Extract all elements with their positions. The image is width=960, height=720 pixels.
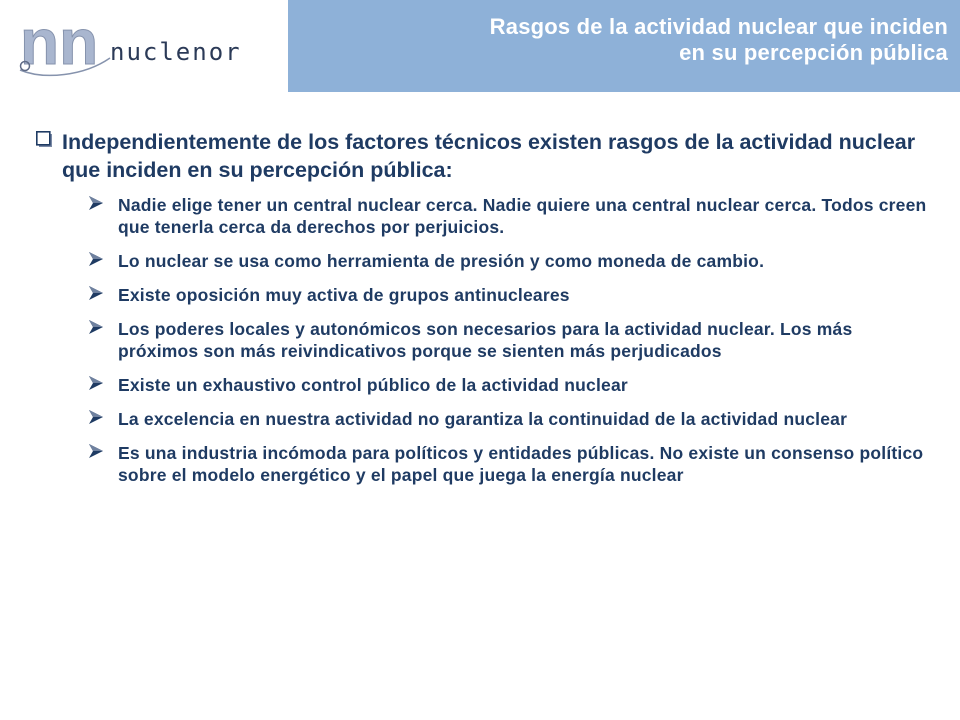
arrowhead-bullet-icon [88, 285, 104, 301]
sub-bullet-text: Nadie elige tener un central nuclear cerca. Nadie quiere una central nuclear cerca. Todos creen que tenerla cerca da derechos por perjuicios. [118, 195, 927, 237]
arrowhead-bullet-icon [88, 443, 104, 459]
arrowhead-bullet-icon [88, 375, 104, 391]
slide-content [34, 128, 934, 498]
slide-title-line-2: en su percepción pública [679, 40, 948, 65]
title-banner [288, 0, 960, 92]
logo-wordmark: nuclenor [110, 38, 242, 66]
sub-bullet-list [34, 194, 934, 486]
arrowhead-bullet-icon [88, 409, 104, 425]
nuclenor-logo-graphic [14, 10, 264, 82]
sub-bullet-text: La excelencia en nuestra actividad no garantiza la continuidad de la actividad nuclear [118, 409, 848, 429]
main-bullet-text: Independientemente de los factores técnicos existen rasgos de la actividad nuclear que inciden en su percepción pública: [62, 130, 916, 182]
sub-bullet-item [34, 284, 934, 306]
nuclenor-logo [14, 10, 264, 82]
sub-bullet-text: Los poderes locales y autonómicos son necesarios para la actividad nuclear. Los más próximos son más reivindicativos porque se sienten más perjudicados [118, 319, 853, 361]
sub-bullet-item [34, 374, 934, 396]
main-bullet [34, 128, 934, 184]
sub-bullet-text: Existe un exhaustivo control público de la actividad nuclear [118, 375, 628, 395]
sub-bullet-item [34, 442, 934, 486]
arrowhead-bullet-icon [88, 319, 104, 335]
sub-bullet-text: Lo nuclear se usa como herramienta de presión y como moneda de cambio. [118, 251, 765, 271]
sub-bullet-text: Existe oposición muy activa de grupos antinucleares [118, 285, 570, 305]
square-bullet-icon [36, 131, 53, 148]
sub-bullet-item [34, 194, 934, 238]
sub-bullet-text: Es una industria incómoda para políticos y entidades públicas. No existe un consenso político sobre el modelo energético y el papel que juega la energía nuclear [118, 443, 924, 485]
slide-title-line-1: Rasgos de la actividad nuclear que inciden [489, 14, 948, 39]
arrowhead-bullet-icon [88, 195, 104, 211]
sub-bullet-item [34, 408, 934, 430]
sub-bullet-item [34, 318, 934, 362]
arrowhead-bullet-icon [88, 251, 104, 267]
logo-monogram: nn [20, 10, 99, 78]
sub-bullet-item [34, 250, 934, 272]
